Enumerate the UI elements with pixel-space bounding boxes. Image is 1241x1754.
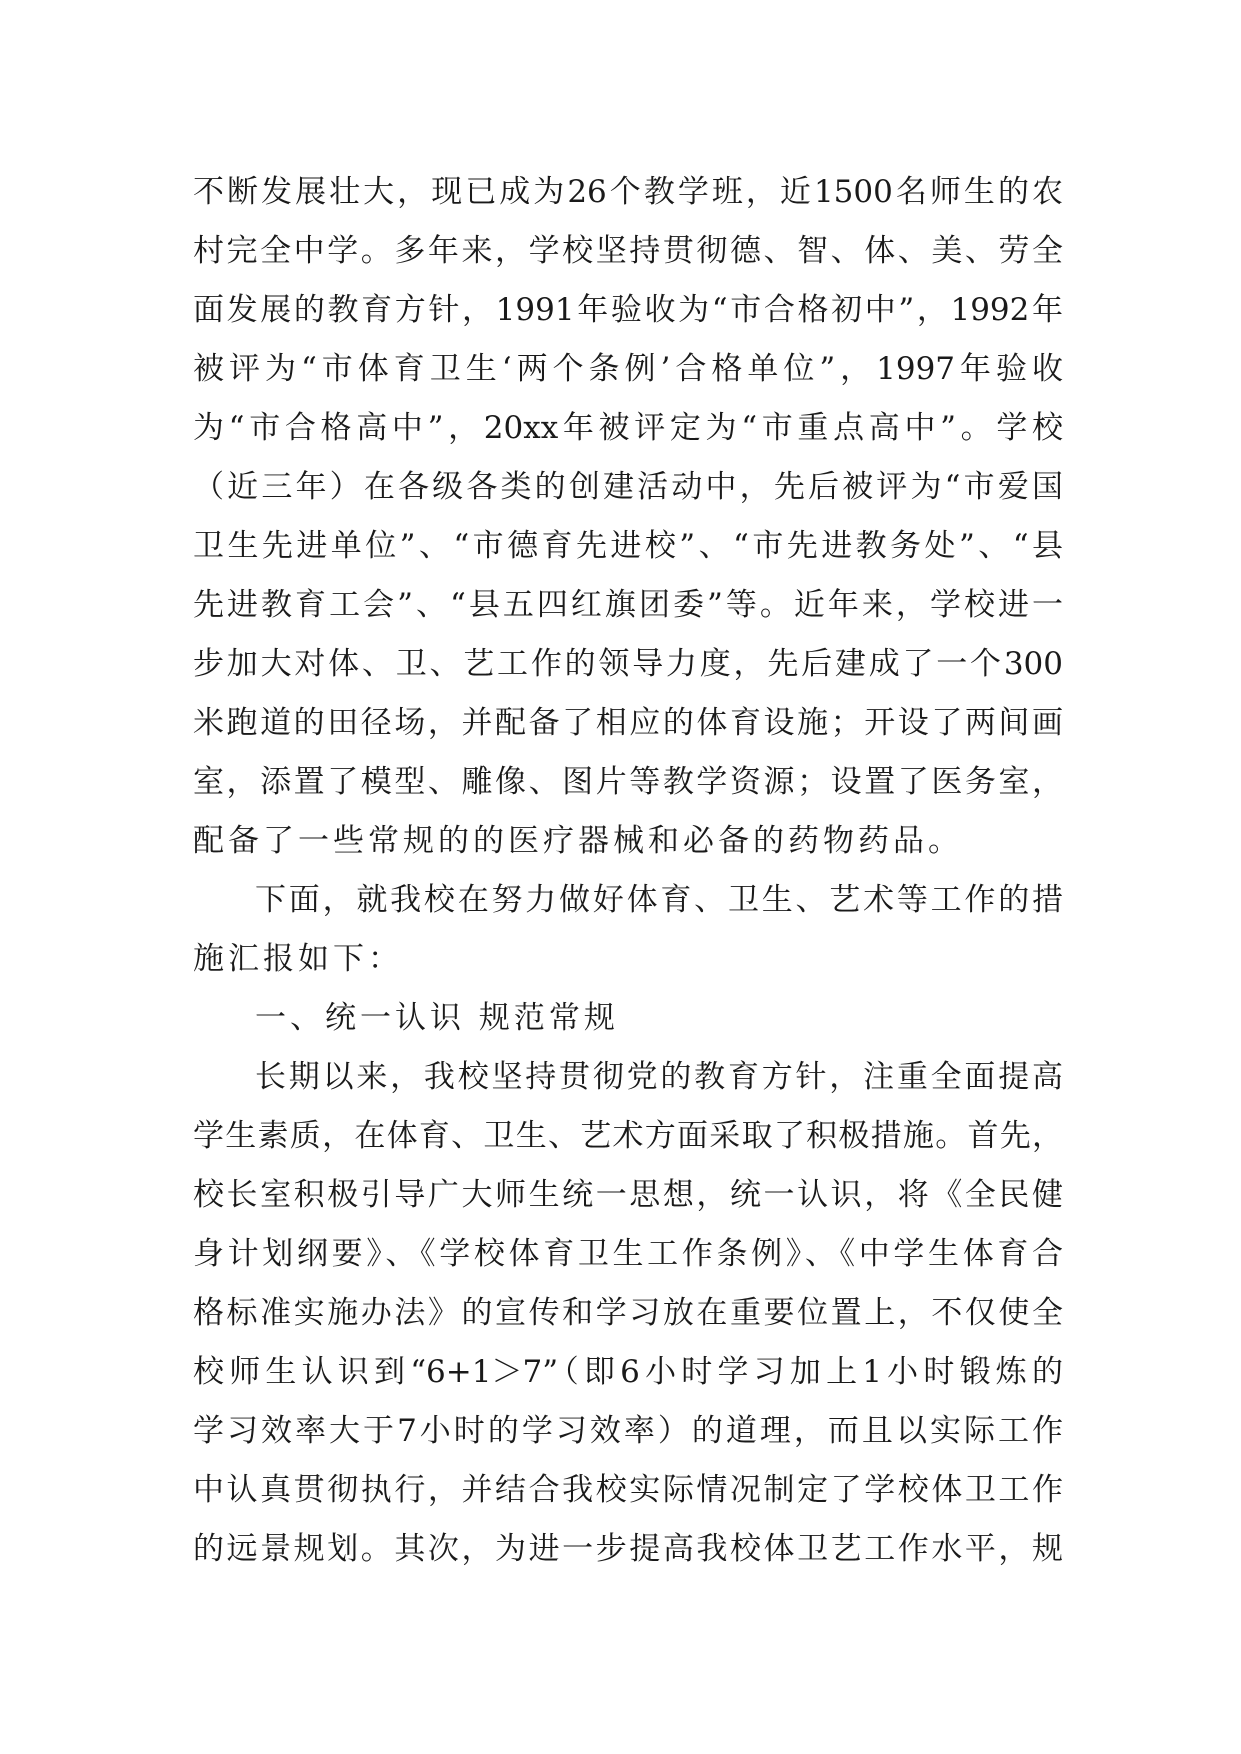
- document-body: [193, 163, 1063, 1579]
- paragraph-line: 村完全中学。多年来，学校坚持贯彻德、智、体、美、劳全: [193, 233, 1063, 269]
- paragraph-line: 下面，就我校在努力做好体育、卫生、艺术等工作的措: [255, 882, 1063, 918]
- paragraph-line: 中认真贯彻执行，并结合我校实际情况制定了学校体卫工作: [193, 1472, 1063, 1508]
- paragraph-line: 身计划纲要》、《学校体育卫生工作条例》、《中学生体育合: [193, 1236, 1063, 1272]
- paragraph-line: 校师生认识到“6+1＞7”（即6小时学习加上1小时锻炼的: [193, 1354, 1063, 1390]
- paragraph-line: 为“市合格高中”，20xx年被评定为“市重点高中”。学校: [193, 410, 1063, 446]
- paragraph-line: 面发展的教育方针，1991年验收为“市合格初中”，1992年: [193, 292, 1063, 328]
- paragraph-line: 先进教育工会”、“县五四红旗团委”等。近年来，学校进一: [193, 587, 1063, 623]
- paragraph-line: 格标准实施办法》的宣传和学习放在重要位置上，不仅使全: [193, 1295, 1063, 1331]
- paragraph-line: 被评为“市体育卫生‘两个条例’合格单位”，1997年验收: [193, 351, 1063, 387]
- paragraph-line: 的远景规划。其次，为进一步提高我校体卫艺工作水平，规: [193, 1531, 1063, 1567]
- paragraph-line: 学习效率大于7小时的学习效率）的道理，而且以实际工作: [193, 1413, 1063, 1449]
- paragraph-line: 不断发展壮大，现已成为26个教学班，近1500名师生的农: [193, 174, 1063, 210]
- paragraph-line: 室，添置了模型、雕像、图片等教学资源；设置了医务室，: [193, 764, 1063, 800]
- paragraph-line: 长期以来，我校坚持贯彻党的教育方针，注重全面提高: [255, 1059, 1063, 1095]
- paragraph-line: 校长室积极引导广大师生统一思想，统一认识，将《全民健: [193, 1177, 1063, 1213]
- section-heading: 一、统一认识 规范常规: [255, 1000, 619, 1036]
- paragraph-line: 卫生先进单位”、“市德育先进校”、“市先进教务处”、“县: [193, 528, 1063, 564]
- paragraph-line: 配备了一些常规的的医疗器械和必备的药物药品。: [193, 823, 963, 859]
- paragraph-line: 施汇报如下：: [193, 941, 403, 977]
- paragraph-line: 米跑道的田径场，并配备了相应的体育设施；开设了两间画: [193, 705, 1063, 741]
- paragraph-line: 步加大对体、卫、艺工作的领导力度，先后建成了一个300: [193, 646, 1063, 682]
- paragraph-line: 学生素质，在体育、卫生、艺术方面采取了积极措施。首先，: [193, 1118, 1063, 1154]
- paragraph-line: （近三年）在各级各类的创建活动中，先后被评为“市爱国: [193, 469, 1063, 505]
